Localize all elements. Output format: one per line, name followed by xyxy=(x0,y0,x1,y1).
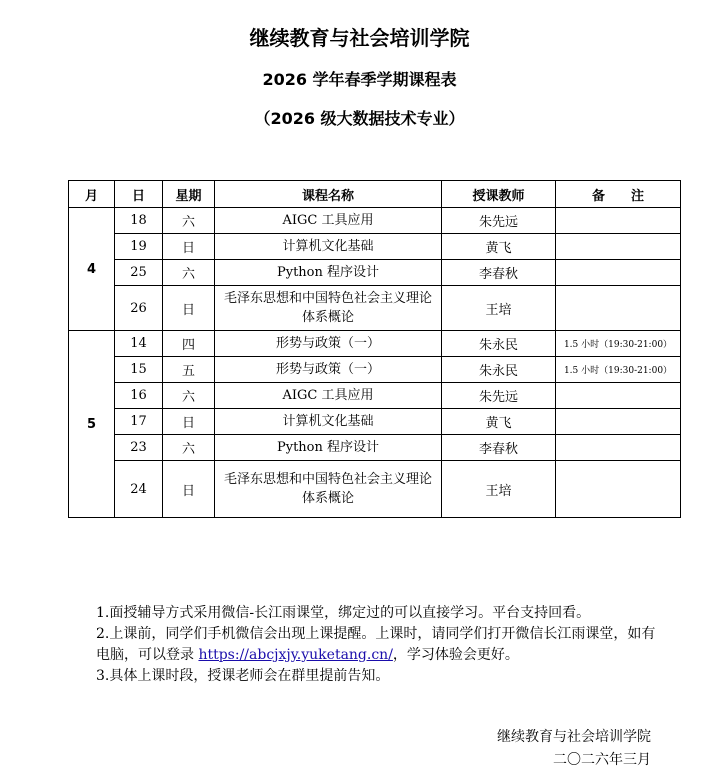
col-header-month: 月 xyxy=(69,181,115,208)
month-cell: 5 xyxy=(69,331,115,518)
day-cell: 24 xyxy=(115,461,163,518)
schedule-table xyxy=(68,180,681,518)
teacher-cell: 李春秋 xyxy=(442,435,556,461)
table-row xyxy=(69,383,681,409)
teacher-cell: 朱先远 xyxy=(442,208,556,234)
notes-section xyxy=(96,603,656,687)
table-row xyxy=(69,357,681,383)
teacher-cell: 李春秋 xyxy=(442,260,556,286)
note-line-3: 3.具体上课时段，授课老师会在群里提前告知。 xyxy=(96,668,390,684)
course-cell: Python 程序设计 xyxy=(215,260,442,286)
course-cell: 计算机文化基础 xyxy=(215,409,442,435)
day-cell: 23 xyxy=(115,435,163,461)
course-cell: AIGC 工具应用 xyxy=(215,383,442,409)
note-line-2-text: 2.上课前，同学们手机微信会出现上课提醒。上课时，请同学们打开微信长江雨课堂，如有电脑，可以登录 xyxy=(96,626,656,663)
table-row xyxy=(69,435,681,461)
table-row xyxy=(69,286,681,331)
note-cell xyxy=(556,461,681,518)
course-cell: 毛泽东思想和中国特色社会主义理论体系概论 xyxy=(215,286,442,331)
course-cell: 形势与政策（一） xyxy=(215,357,442,383)
col-header-day: 日 xyxy=(115,181,163,208)
course-cell: 计算机文化基础 xyxy=(215,234,442,260)
teacher-cell: 王培 xyxy=(442,286,556,331)
note-cell xyxy=(556,435,681,461)
weekday-cell: 六 xyxy=(163,260,215,286)
table-row xyxy=(69,331,681,357)
weekday-cell: 日 xyxy=(163,286,215,331)
note-line-2-tail: ，学习体验会更好。 xyxy=(392,647,519,663)
weekday-cell: 六 xyxy=(163,208,215,234)
table-row xyxy=(69,260,681,286)
note-cell xyxy=(556,208,681,234)
table-row xyxy=(69,461,681,518)
course-cell: 毛泽东思想和中国特色社会主义理论体系概论 xyxy=(215,461,442,518)
note-cell xyxy=(556,234,681,260)
note-line-2 xyxy=(96,624,656,666)
course-cell: 形势与政策（一） xyxy=(215,331,442,357)
col-header-weekday: 星期 xyxy=(163,181,215,208)
weekday-cell: 日 xyxy=(163,461,215,518)
day-cell: 25 xyxy=(115,260,163,286)
teacher-cell: 朱永民 xyxy=(442,357,556,383)
day-cell: 26 xyxy=(115,286,163,331)
course-cell: AIGC 工具应用 xyxy=(215,208,442,234)
table-header-row xyxy=(69,181,681,208)
day-cell: 18 xyxy=(115,208,163,234)
teacher-cell: 黄飞 xyxy=(442,409,556,435)
weekday-cell: 四 xyxy=(163,331,215,357)
schedule-title: 2026 学年春季学期课程表 xyxy=(262,70,457,89)
col-header-course: 课程名称 xyxy=(215,181,442,208)
footer-date: 二〇二六年三月 xyxy=(553,752,651,768)
weekday-cell: 日 xyxy=(163,234,215,260)
col-header-teacher: 授课教师 xyxy=(442,181,556,208)
yuketang-link[interactable]: https://abcjxjy.yuketang.cn/ xyxy=(198,647,393,663)
teacher-cell: 朱先远 xyxy=(442,383,556,409)
note-cell xyxy=(556,260,681,286)
day-cell: 19 xyxy=(115,234,163,260)
note-cell: 1.5 小时（19:30-21:00） xyxy=(556,331,681,357)
teacher-cell: 朱永民 xyxy=(442,331,556,357)
teacher-cell: 黄飞 xyxy=(442,234,556,260)
weekday-cell: 六 xyxy=(163,435,215,461)
note-line-1: 1.面授辅导方式采用微信-长江雨课堂，绑定过的可以直接学习。平台支持回看。 xyxy=(96,605,591,621)
footer-signature: 继续教育与社会培训学院 xyxy=(497,729,651,745)
table-row xyxy=(69,208,681,234)
major-subtitle: （2026 级大数据技术专业） xyxy=(254,109,465,128)
weekday-cell: 五 xyxy=(163,357,215,383)
note-cell xyxy=(556,286,681,331)
note-cell xyxy=(556,409,681,435)
day-cell: 16 xyxy=(115,383,163,409)
day-cell: 15 xyxy=(115,357,163,383)
month-cell: 4 xyxy=(69,208,115,331)
weekday-cell: 六 xyxy=(163,383,215,409)
note-cell: 1.5 小时（19:30-21:00） xyxy=(556,357,681,383)
note-cell xyxy=(556,383,681,409)
table-row xyxy=(69,409,681,435)
day-cell: 14 xyxy=(115,331,163,357)
col-header-note: 备 注 xyxy=(556,181,681,208)
table-row xyxy=(69,234,681,260)
teacher-cell: 王培 xyxy=(442,461,556,518)
institution-title: 继续教育与社会培训学院 xyxy=(249,26,470,50)
course-cell: Python 程序设计 xyxy=(215,435,442,461)
day-cell: 17 xyxy=(115,409,163,435)
weekday-cell: 日 xyxy=(163,409,215,435)
